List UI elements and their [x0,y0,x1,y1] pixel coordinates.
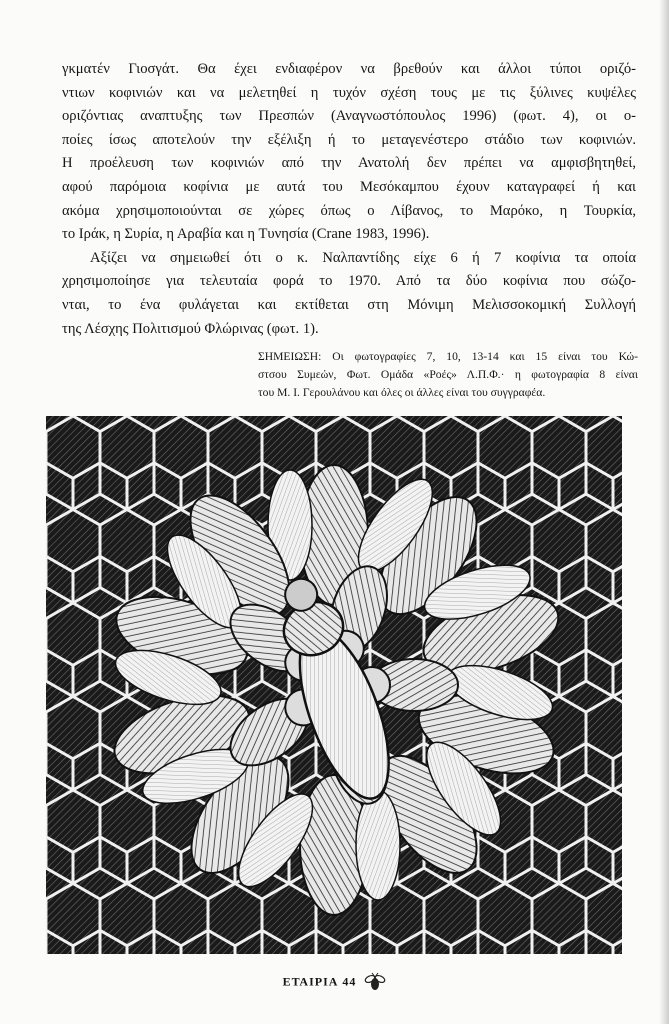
text-line: ποίες ίσως αποτελούν την εξέλιξη ή το μεταγενέστερο στάδιο των κοφινιών. [62,131,636,148]
body-text [62,58,636,341]
photo-credits-note [258,348,638,402]
page-footer [0,972,669,992]
paragraph-1 [62,58,636,247]
note-line: ΣΗΜΕΙΩΣΗ: Οι φωτογραφίες 7, 10, 13-14 και 15 είναι του Κώ- [258,350,638,363]
text-line: Η προέλευση των κοφινιών από την Ανατολή δεν πρέπει να αμφισβητηθεί, [62,155,636,172]
bee-icon [364,972,386,992]
text-line: το Ιράκ, η Συρία, η Αραβία και η Τυνησία (Crane 1983, 1996). [62,226,430,243]
text-line: ντιων κοφινιών και να μελετηθεί η τυχόν σχέση τους με τις ξύλινες κυψέλες [62,84,636,101]
journal-name: ΕΤΑΙΡΙΑ [282,974,339,989]
page-edge-shadow [659,0,669,1024]
note-line: του Μ. Ι. Γερουλάνου και όλες οι άλλες είναι του συγγραφέα. [258,386,546,399]
text-line: γκματέν Γιοσγάτ. Θα έχει ενδιαφέρον να βρεθούν και άλλοι τύποι οριζό- [62,61,636,77]
text-line: της Λέσχης Πολιτισμού Φλώρινας (φωτ. 1). [62,320,319,337]
text-line: νται, το ένα φυλάγεται και εκτίθεται στη Μόνιμη Μελισσοκομική Συλλογή [62,296,636,313]
page-number: 44 [342,974,357,989]
note-line: στσου Συμεών, Φωτ. Ομάδα «Ροές» Λ.Π.Φ.· η φωτογραφία 8 είναι [258,368,638,381]
text-line: οριζόντιας αναπτυξης των Πρεσπών (Αναγνωστόπουλος 1996) (φωτ. 4), οι ο- [62,108,636,125]
text-line: αφού παρόμοια κοφίνια με αυτά του Μεσόκαμπου έχουν καταγραφεί ή και [62,178,636,195]
text-line: Αξίζει να σημειωθεί ότι ο κ. Ναλπαντίδης είχε 6 ή 7 κοφίνια τα οποία [90,249,636,266]
paragraph-2 [62,247,636,341]
bee-engraving-figure [46,416,622,954]
text-line: χρησιμοποίησε για τελευταία φορά το 1970. Από τα δύο κοφίνια που σώζο- [62,273,636,290]
text-line: ακόμα χρησιμοποιούνται σε χώρες όπως ο Λίβανος, το Μαρόκο, η Τουρκία, [62,202,636,219]
bee-engraving-image [46,416,622,954]
